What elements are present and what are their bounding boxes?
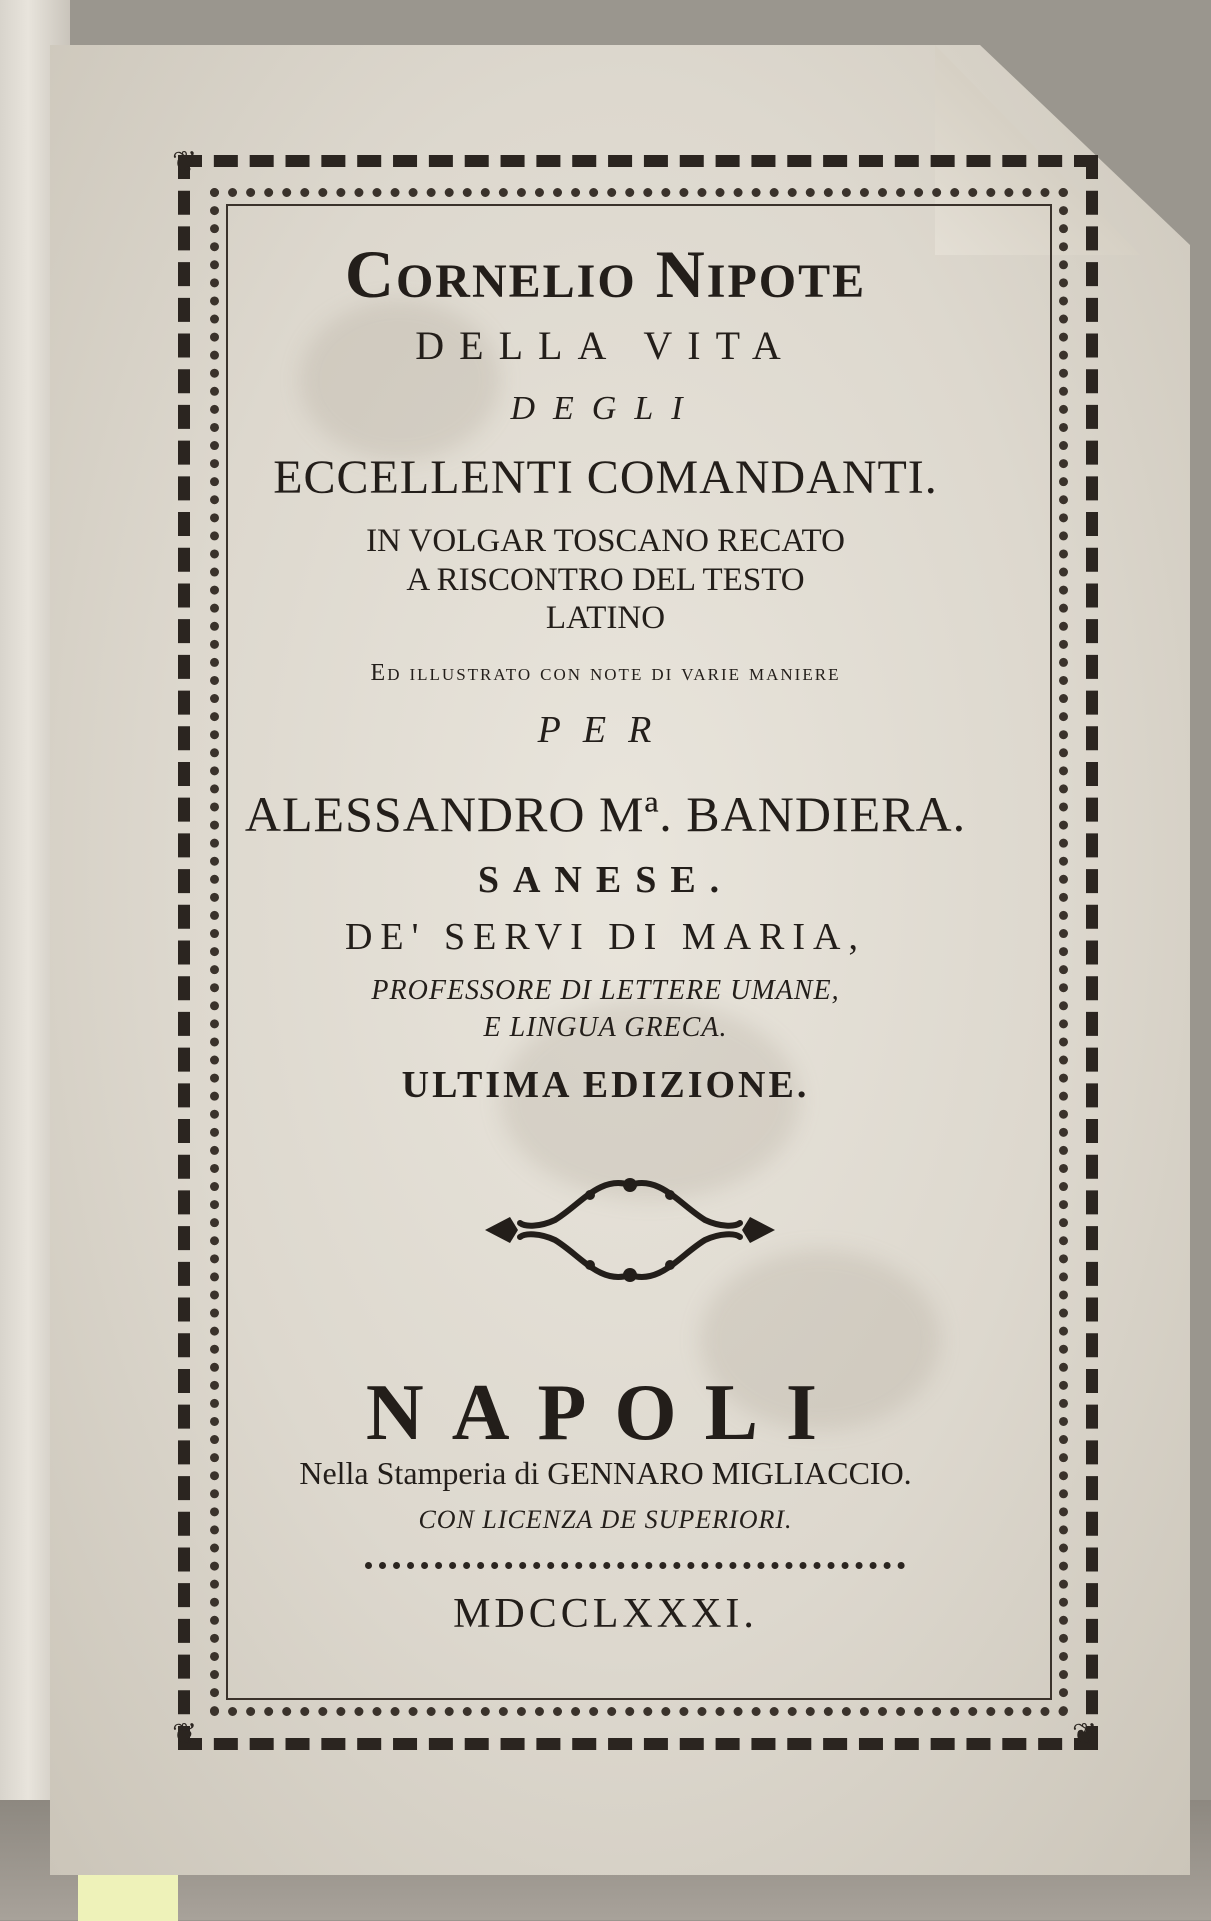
imprint-year: MDCCLXXXI. <box>453 1591 758 1637</box>
author-title: Cornelio Nipote <box>344 236 867 312</box>
per-line: PER <box>537 709 674 751</box>
translator-name: ALESSANDRO Mª. BANDIERA. <box>244 786 967 842</box>
license-line: CON LICENZA DE SUPERIORI. <box>418 1505 793 1534</box>
subtitle-eccellenti: ECCELLENTI COMANDANTI. <box>273 451 938 504</box>
translation-line-2: A RISCONTRO DEL TESTO <box>406 562 805 598</box>
corner-fleuron-icon: ❦ <box>172 146 198 179</box>
subtitle-degli: DEGLI <box>510 390 701 427</box>
order-line: DE' SERVI DI MARIA, <box>344 916 866 958</box>
corner-fleuron-icon: ❦ <box>172 1718 198 1751</box>
translation-line-1: IN VOLGAR TOSCANO RECATO <box>366 523 845 559</box>
profession-line-2: E LINGUA GRECA. <box>483 1012 728 1043</box>
origin-line: SANESE. <box>477 859 734 901</box>
subtitle-della-vita: DELLA VITA <box>415 323 796 368</box>
translation-line-3: LATINO <box>545 600 666 636</box>
illustrated-line: Ed illustrato con note di varie maniere <box>370 660 841 686</box>
corner-fleuron-icon: ❦ <box>1072 1718 1098 1751</box>
printer-line: Nella Stamperia di GENNARO MIGLIACCIO. <box>299 1455 912 1491</box>
fleuron-scroll-icon <box>480 1165 780 1295</box>
edition-line: ULTIMA EDIZIONE. <box>401 1064 810 1106</box>
ornamental-rule <box>365 1562 905 1579</box>
profession-line-1: PROFESSORE DI LETTERE UMANE, <box>371 975 840 1006</box>
imprint-place: NAPOLI <box>365 1369 846 1457</box>
